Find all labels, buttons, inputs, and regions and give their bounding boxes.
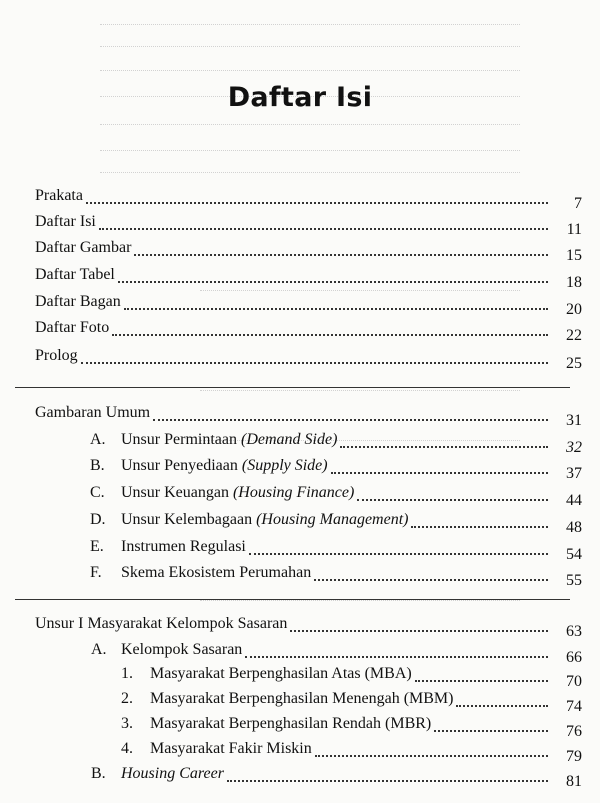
toc-entry-title: Prakata	[35, 187, 83, 204]
toc-entry-label	[121, 456, 328, 476]
toc-entry[interactable]	[0, 563, 600, 587]
toc-entry-prefix: 3.	[121, 715, 133, 732]
dot-leader	[249, 553, 548, 555]
toc-entry-prefix: A.	[91, 641, 107, 658]
toc-entry-page-number: 25	[566, 355, 582, 372]
dot-leader	[411, 526, 548, 528]
toc-entry-title: Masyarakat Berpenghasilan Atas (MBA)	[150, 665, 412, 682]
toc-entry-page-number: 70	[566, 673, 582, 690]
toc-entry-label	[35, 614, 287, 634]
toc-entry-label	[121, 510, 408, 530]
toc-entry[interactable]	[0, 346, 600, 370]
toc-entry-page-number: 76	[566, 723, 582, 740]
toc-entry-page-number: 81	[566, 773, 582, 790]
toc-entry[interactable]	[0, 318, 600, 342]
dot-leader	[118, 281, 548, 283]
toc-entry-title: Daftar Isi	[35, 213, 96, 230]
toc-entry-page-number: 54	[566, 546, 582, 563]
toc-entry-title: Unsur Permintaan	[121, 431, 237, 448]
dot-leader	[81, 362, 548, 364]
toc-entry-prefix: 2.	[121, 690, 133, 707]
dot-leader	[340, 446, 548, 448]
toc-entry-title: Masyarakat Berpenghasilan Menengah (MBM)	[150, 690, 454, 707]
toc-entry-english-term: (Supply Side)	[241, 457, 328, 474]
toc-entry-prefix: B.	[90, 457, 105, 474]
toc-entry[interactable]	[0, 430, 600, 454]
toc-entry[interactable]	[0, 186, 600, 210]
toc-entry-page-number: 74	[566, 698, 582, 715]
toc-entry-label	[35, 212, 96, 232]
dot-leader	[331, 472, 548, 474]
dot-leader	[357, 499, 548, 501]
dot-leader	[315, 755, 548, 757]
toc-entry[interactable]	[0, 640, 600, 664]
toc-entry-prefix: 1.	[121, 665, 133, 682]
toc-entry-label	[35, 292, 121, 312]
toc-entry-page-number: 32	[566, 439, 582, 456]
dot-leader	[434, 730, 548, 732]
toc-entry-label	[35, 346, 78, 366]
page-title: Daftar Isi	[227, 82, 373, 113]
toc-entry[interactable]	[0, 212, 600, 236]
toc-entry-page-number: 48	[566, 519, 582, 536]
toc-entry[interactable]	[0, 739, 600, 763]
toc-entry-label	[35, 318, 109, 338]
dot-leader	[124, 308, 548, 310]
dot-leader	[415, 680, 548, 682]
toc-entry[interactable]	[0, 456, 600, 480]
toc-entry-title: Kelompok Sasaran	[121, 641, 243, 658]
toc-entry-label	[150, 689, 453, 709]
toc-entry-page-number: 31	[566, 412, 582, 429]
toc-entry-label	[35, 265, 115, 285]
dot-leader	[99, 228, 548, 230]
toc-entry-prefix: D.	[90, 511, 106, 528]
toc-entry[interactable]	[0, 483, 600, 507]
toc-entry-title: Instrumen Regulasi	[121, 538, 246, 555]
dot-leader	[245, 656, 548, 658]
toc-entry-prefix: A.	[90, 431, 106, 448]
toc-entry-title: Daftar Bagan	[35, 293, 121, 310]
toc-entry-prefix: F.	[90, 564, 102, 581]
toc-entry[interactable]	[0, 614, 600, 638]
toc-entry-title: Gambaran Umum	[35, 404, 151, 421]
toc-entry-title: Prolog	[35, 347, 78, 364]
toc-entry-label	[150, 739, 312, 759]
toc-entry-page-number: 18	[566, 274, 582, 291]
dot-leader	[456, 705, 548, 707]
toc-entry-page-number: 55	[566, 572, 582, 589]
toc-entry-prefix: 4.	[121, 740, 133, 757]
toc-entry-label	[121, 537, 246, 557]
toc-entry-label	[35, 403, 150, 423]
toc-entry-english-term: (Housing Management)	[256, 511, 409, 528]
toc-entry-page-number: 37	[566, 465, 582, 482]
dot-leader	[227, 780, 548, 782]
toc-entry-title: Masyarakat Fakir Miskin	[150, 740, 312, 757]
dot-leader	[112, 334, 548, 336]
toc-entry-page-number: 15	[566, 247, 582, 264]
toc-entry-label	[35, 186, 83, 206]
toc-entry-english-term: (Demand Side)	[240, 431, 338, 448]
toc-entry-page-number: 79	[566, 748, 582, 765]
toc-entry-title: Daftar Foto	[35, 319, 110, 336]
toc-entry-prefix: B.	[91, 765, 106, 782]
toc-entry[interactable]	[0, 764, 600, 788]
toc-entry[interactable]	[0, 238, 600, 262]
toc-entry[interactable]	[0, 537, 600, 561]
toc-entry-page-number: 44	[566, 492, 582, 509]
toc-entry-label	[121, 563, 311, 583]
dot-leader	[86, 202, 548, 204]
toc-entry-label	[150, 714, 431, 734]
toc-entry-label	[35, 238, 131, 258]
toc-entry[interactable]	[0, 664, 600, 688]
toc-entry-prefix: C.	[90, 484, 105, 501]
toc-entry-prefix: E.	[90, 538, 104, 555]
toc-entry-label	[121, 430, 337, 450]
dot-leader	[153, 419, 548, 421]
toc-entry-title: Unsur Kelembagaan	[121, 511, 253, 528]
toc-entry-label	[150, 664, 412, 684]
toc-entry-label	[121, 764, 224, 784]
toc-entry-page-number: 63	[566, 623, 582, 640]
toc-entry-page-number: 11	[566, 221, 582, 238]
section-divider	[15, 599, 570, 600]
toc-entry[interactable]	[0, 510, 600, 534]
toc-entry-page-number: 7	[574, 195, 582, 212]
toc-entry-title: Skema Ekosistem Perumahan	[121, 564, 312, 581]
toc-entry-page-number: 66	[566, 649, 582, 666]
toc-entry-title: Unsur Penyediaan	[121, 457, 238, 474]
toc-entry[interactable]	[0, 689, 600, 713]
toc-entry[interactable]	[0, 403, 600, 427]
dot-leader	[134, 254, 548, 256]
toc-entry[interactable]	[0, 265, 600, 289]
toc-entry-title: Daftar Gambar	[35, 239, 132, 256]
toc-entry-title: Daftar Tabel	[35, 266, 115, 283]
toc-entry-english-term: Housing Career	[121, 765, 224, 782]
dot-leader	[314, 579, 548, 581]
toc-entry-title: Unsur I Masyarakat Kelompok Sasaran	[35, 615, 288, 632]
toc-entry-title: Masyarakat Berpenghasilan Rendah (MBR)	[150, 715, 432, 732]
toc-entry-label	[121, 640, 242, 660]
toc-entry-page-number: 20	[566, 301, 582, 318]
toc-entry[interactable]	[0, 292, 600, 316]
toc-entry-english-term: (Housing Finance)	[232, 484, 355, 501]
dot-leader	[290, 630, 548, 632]
toc-entry-page-number: 22	[566, 327, 582, 344]
toc-entry-label	[121, 483, 354, 503]
toc-entry[interactable]	[0, 714, 600, 738]
toc-entry-title: Unsur Keuangan	[121, 484, 229, 501]
section-divider	[15, 387, 570, 388]
